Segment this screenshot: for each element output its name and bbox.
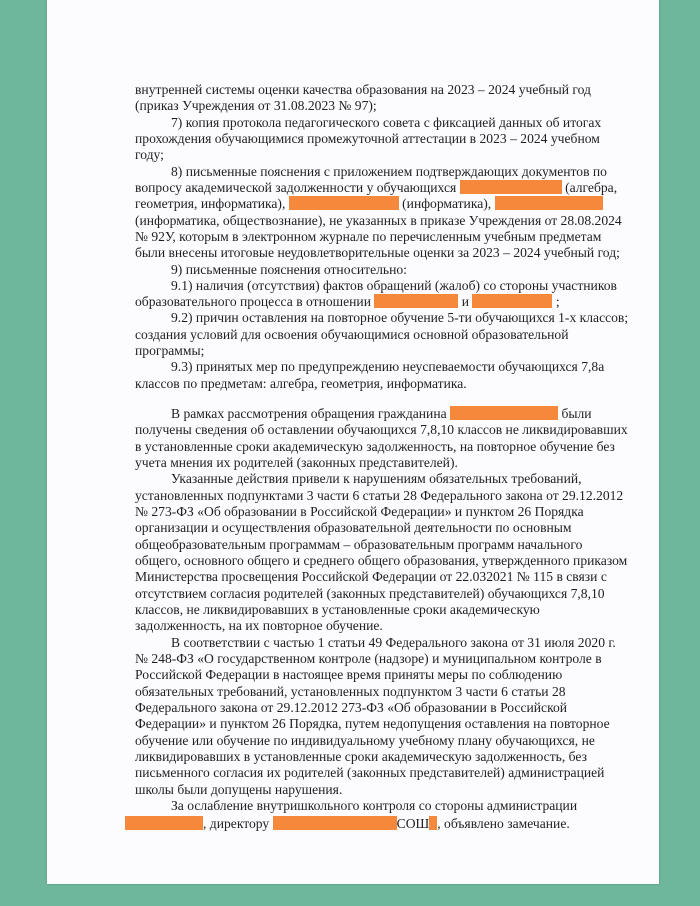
text-line: отсутствием согласия родителей (законных представителей) обучающихся 7,8,10: [135, 586, 605, 601]
text-line: (информатика, обществознание), не указанных в приказе Учреждения от 28.08.2024: [135, 213, 622, 228]
text-line: получены сведения об оставлении обучающихся 7,8,10 классов не ликвидировавших: [135, 422, 628, 437]
text-line: ликвидировавших в установленные сроки академическую задолженность, без: [135, 749, 587, 764]
text-segment: , объявлено замечание.: [437, 816, 570, 831]
text-line: [171, 406, 592, 422]
text-segment: геометрия, информатика),: [135, 196, 286, 211]
redaction-block: [125, 816, 203, 830]
redaction-block: [289, 196, 399, 210]
text-line: школы были допущены нарушения.: [135, 782, 343, 797]
text-line: [135, 180, 617, 196]
text-line: письменного согласия их родителей (законных представителей) администрацией: [135, 765, 605, 780]
text-line: 9.1) наличия (отсутствия) фактов обращений (жалоб) со стороны участников: [171, 278, 617, 293]
text-line: 8) письменные пояснения с приложением подтверждающих документов по: [171, 164, 607, 179]
redaction-block: [472, 294, 552, 308]
text-line: обязательных требований, установленных подпунктом 3 части 6 статьи 28: [135, 684, 566, 699]
text-segment: образовательного процесса в отношении: [135, 294, 371, 309]
text-segment: , директору: [203, 816, 270, 831]
text-line: классов, не ликвидировавших в установленные сроки академическую: [135, 602, 540, 617]
redaction-block: [495, 196, 603, 210]
text-line: [135, 196, 603, 212]
text-line: [125, 816, 570, 832]
text-line: году;: [135, 147, 164, 162]
text-segment: В рамках рассмотрения обращения гражданина: [171, 406, 447, 421]
text-line: общего, основного общего и среднего общего образования, утвержденного приказом: [135, 553, 628, 568]
redaction-block: [450, 406, 558, 420]
text-line: Указанные действия привели к нарушениям обязательных требований,: [171, 471, 582, 486]
text-segment: ;: [555, 294, 560, 309]
text-line: № 273-ФЗ «Об образовании в Российской Федерации» и пунктом 26 Порядка: [135, 504, 584, 519]
text-line: № 92У, которым в электронном журнале по перечисленным учебным предметам: [135, 229, 602, 244]
text-line: (приказ Учреждения от 31.08.2023 № 97);: [135, 98, 377, 113]
text-line: создания условий для освоения обучающимися основной образовательной: [135, 327, 569, 342]
text-line: 9.2) причин оставления на повторное обучение 5-ти обучающихся 1-х классов;: [171, 310, 629, 325]
text-segment: (информатика),: [402, 196, 492, 211]
text-line: Федерального закона от 29.12.2012 273-ФЗ «Об образовании в Российской: [135, 700, 568, 715]
text-line: Российской Федерации в настоящее время приняты меры по соблюдению: [135, 667, 563, 682]
redaction-block: [460, 180, 562, 194]
redaction-block: [374, 294, 458, 308]
text-line: в установленные сроки академическую задолженность, на повторное обучение без: [135, 439, 615, 454]
text-line: установленных подпунктами 3 части 6 статьи 28 Федерального закона от 29.12.2012: [135, 488, 624, 503]
text-segment: СОШ: [396, 816, 430, 831]
text-line: [135, 294, 560, 310]
text-line: классов по предметам: алгебра, геометрия, информатика.: [135, 376, 467, 391]
text-line: Министерства просвещения Российской Федерации от 22.032021 № 115 в связи с: [135, 569, 607, 584]
text-line: учета мнения их родителей (законных представителей).: [135, 455, 458, 470]
text-line: 9) письменные пояснения относительно:: [171, 262, 407, 277]
text-line: общеобразовательным программам – образовательным программ начального: [135, 537, 583, 552]
text-segment: были: [561, 406, 592, 421]
text-line: 9.3) принятых мер по предупреждению неуспеваемости обучающихся 7,8а: [171, 359, 605, 374]
text-segment: (алгебра,: [565, 180, 618, 195]
text-line: программы;: [135, 343, 205, 358]
text-line: обучение или обучение по индивидуальному учебному плану обучающихся, не: [135, 733, 595, 748]
text-line: были внесены итоговые неудовлетворительные оценки за 2023 – 2024 учебный год;: [135, 245, 620, 260]
text-segment: и: [461, 294, 470, 309]
text-line: внутренней системы оценки качества образования на 2023 – 2024 учебный год: [135, 82, 591, 97]
text-segment: вопросу академической задолженности у обучающихся: [135, 180, 457, 195]
text-line: За ослабление внутришкольного контроля со стороны администрации: [171, 798, 578, 813]
text-line: В соответствии с частью 1 статьи 49 Федерального закона от 31 июля 2020 г.: [171, 635, 616, 650]
text-line: организации и осуществления образовательной деятельности по основным: [135, 520, 572, 535]
text-line: Федерации» и пунктом 26 Порядка, путем недопущения оставления на повторное: [135, 716, 610, 731]
text-line: прохождения обучающимися промежуточной аттестации в 2023 – 2024 учебном: [135, 131, 600, 146]
document-page: [47, 0, 659, 884]
text-line: задолженность, на их повторное обучение.: [135, 618, 383, 633]
text-line: 7) копия протокола педагогического совета с фиксацией данных об итогах: [171, 115, 602, 130]
redaction-block: [273, 816, 397, 830]
text-line: № 248-ФЗ «О государственном контроле (надзоре) и муниципальном контроле в: [135, 651, 602, 666]
